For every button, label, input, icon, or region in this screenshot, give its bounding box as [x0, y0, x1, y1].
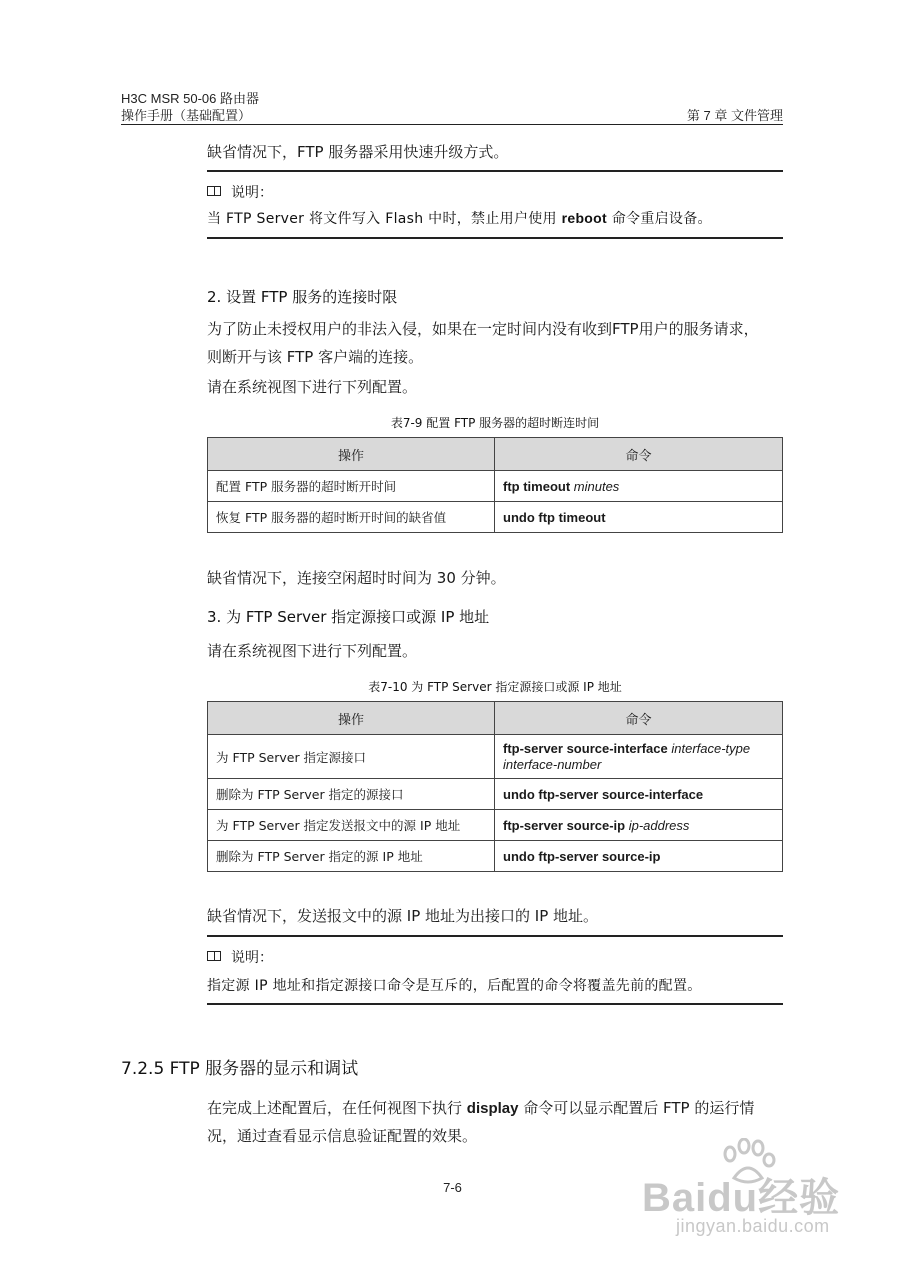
table-7-10 [207, 701, 783, 872]
table-7-9-caption: 表7-9 配置 FTP 服务器的超时断连时间 [390, 416, 600, 430]
note2-text: 指定源 IP 地址和指定源接口命令是互斥的，后配置的命令将覆盖先前的配置。 [207, 978, 702, 994]
display-keyword: display [466, 1100, 519, 1117]
header-manual: 操作手册（基础配置） [121, 108, 252, 123]
table-header-row [208, 702, 783, 735]
table-cell-op: 配置 FTP 服务器的超时断开时间 [208, 471, 495, 502]
section3-title: 3. 为 FTP Server 指定源接口或源 IP 地址 [207, 608, 490, 626]
section-7-2-5-line1: 在完成上述配置后，在任何视图下执行 display 命令可以显示配置后 FTP 的运行情 [207, 1099, 755, 1117]
note1-text: 当 FTP Server 将文件写入 Flash 中时，禁止用户使用 reboot 命令重启设备。 [207, 210, 712, 227]
section3-para: 请在系统视图下进行下列配置。 [207, 642, 418, 660]
section-7-2-5-title: 7.2.5 FTP 服务器的显示和调试 [121, 1059, 359, 1079]
note1-top-rule [207, 170, 783, 172]
table-row [208, 779, 783, 810]
note2-title: 说明： [207, 947, 273, 967]
watermark-url: jingyan.baidu.com [676, 1216, 830, 1236]
table-header-cmd: 命令 [495, 438, 783, 471]
table-row [208, 471, 783, 502]
note1-title: 说明： [207, 182, 273, 202]
table-cell-cmd: ftp timeout minutes [495, 471, 783, 502]
table-7-9 [207, 437, 783, 533]
header-product: H3C MSR 50-06 路由器 [121, 91, 259, 106]
section3-after: 缺省情况下，发送报文中的源 IP 地址为出接口的 IP 地址。 [207, 907, 599, 925]
section2-title: 2. 设置 FTP 服务的连接时限 [207, 288, 398, 306]
note2-top-rule [207, 935, 783, 937]
table-header-op: 操作 [208, 438, 495, 471]
table-cell-op: 为 FTP Server 指定源接口 [208, 735, 495, 779]
book-icon [207, 186, 223, 198]
note2-bottom-rule [207, 1003, 783, 1005]
table-row [208, 841, 783, 872]
table-cell-cmd: ftp-server source-interface interface-type interface-number [495, 735, 783, 779]
table-cell-op: 恢复 FTP 服务器的超时断开时间的缺省值 [208, 502, 495, 533]
table-cell-op: 删除为 FTP Server 指定的源 IP 地址 [208, 841, 495, 872]
table-row [208, 735, 783, 779]
table-row [208, 810, 783, 841]
watermark-brand: Baidu经验 [642, 1176, 841, 1220]
table-row [208, 502, 783, 533]
section2-para2: 请在系统视图下进行下列配置。 [207, 378, 418, 396]
section2-after: 缺省情况下，连接空闲超时时间为 30 分钟。 [207, 569, 506, 587]
section2-para1-line1: 为了防止未授权用户的非法入侵，如果在一定时间内没有收到FTP用户的服务请求， [207, 320, 759, 338]
table-cell-cmd: ftp-server source-ip ip-address [495, 810, 783, 841]
table-header-row [208, 438, 783, 471]
page-number: 7-6 [443, 1180, 462, 1195]
note1-bottom-rule [207, 237, 783, 239]
table-7-10-caption: 表7-10 为 FTP Server 指定源接口或源 IP 地址 [368, 680, 622, 694]
table-header-cmd: 命令 [495, 702, 783, 735]
intro-paragraph: 缺省情况下，FTP 服务器采用快速升级方式。 [207, 143, 509, 161]
header-chapter: 第 7 章 文件管理 [686, 108, 783, 123]
table-cell-op: 删除为 FTP Server 指定的源接口 [208, 779, 495, 810]
book-icon [207, 951, 223, 963]
table-cell-cmd: undo ftp timeout [495, 502, 783, 533]
header-rule [121, 124, 783, 125]
table-cell-op: 为 FTP Server 指定发送报文中的源 IP 地址 [208, 810, 495, 841]
table-header-op: 操作 [208, 702, 495, 735]
table-cell-cmd: undo ftp-server source-ip [495, 841, 783, 872]
section-7-2-5-line2: 况，通过查看显示信息验证配置的效果。 [207, 1127, 478, 1145]
table-cell-cmd: undo ftp-server source-interface [495, 779, 783, 810]
section2-para1-line2: 则断开与该 FTP 客户端的连接。 [207, 348, 424, 366]
note1-keyword: reboot [561, 210, 607, 226]
